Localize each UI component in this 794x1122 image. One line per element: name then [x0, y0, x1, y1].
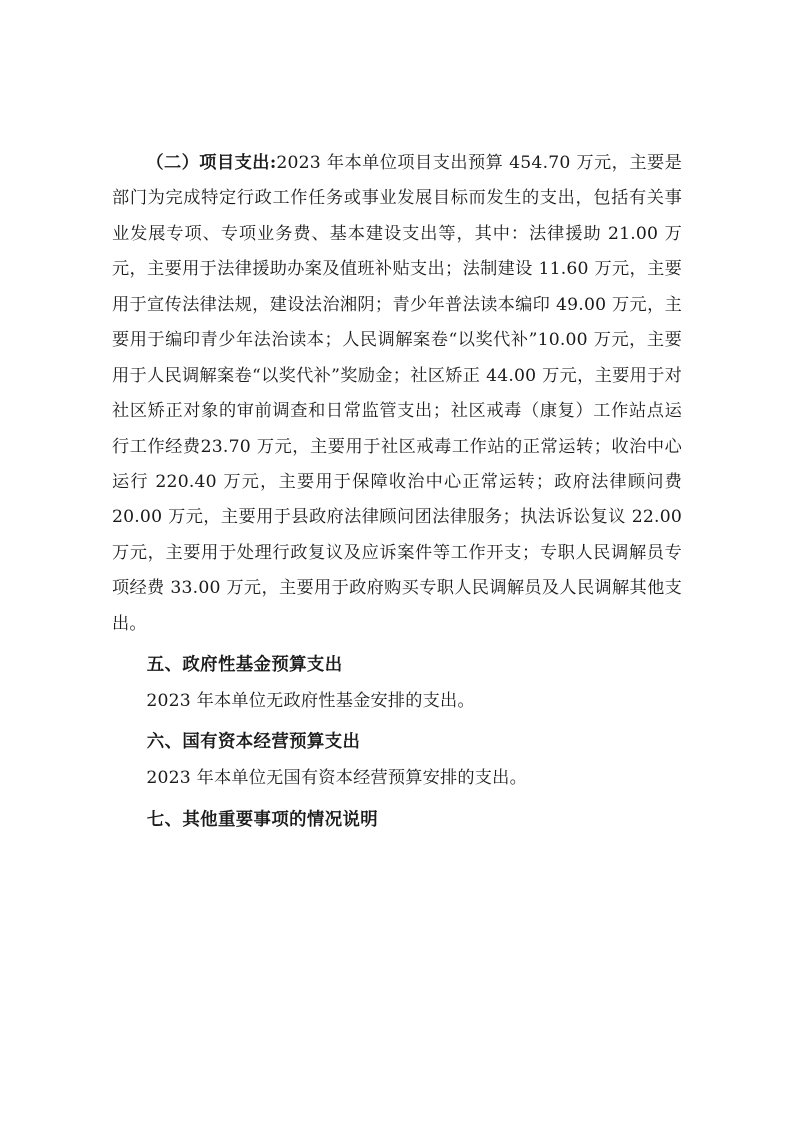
- heading-state-capital-operation-budget-expenditure: 六、国有资本经营预算支出: [146, 732, 361, 753]
- project-expenditure-lead: （二）项目支出:: [146, 153, 277, 173]
- state-capital-paragraph: 2023 年本单位无国有资本经营预算安排的支出。: [146, 768, 527, 789]
- government-fund-paragraph: 2023 年本单位无政府性基金安排的支出。: [146, 690, 475, 711]
- document-body: [112, 146, 682, 839]
- heading-government-fund-budget-expenditure: 五、政府性基金预算支出: [146, 655, 343, 676]
- project-expenditure-text: 2023 年本单位项目支出预算 454.70 万元，主要是部门为完成特定行政工作任务或事业发展目标而发生的支出，包括有关事业发展专项、专项业务费、基本建设支出等，其中：法律援助 21.00 万元，主要用于法律援助办案及值班补贴支出；法制建设 11.60 万元，主要用于宣传法律法规，建设法治湘阴；青少年普法读本编印 49.00 万元，主要用于编印青少年法治读本；人民调解案卷“以奖代补”10.00 万元，主要用于人民调解案卷“以奖代补”奖励金；社区矫正 44.00 万元，主要用于对社区矫正对象的审前调查和日常监管支出；社区戒毒（康复）工作站点运行工作经费23.70 万元，主要用于社区戒毒工作站的正常运转；收治中心运行 220.40 万元，主要用于保障收治中心正常运转；政府法律顾问费 20.00 万元，主要用于县政府法律顾问团法律服务；执法诉讼复议 22.00 万元，主要用于处理行政复议及应诉案件等工作开支；专职人民调解员专项经费 33.00 万元，主要用于政府购买专职人民调解员及人民调解其他支出。: [112, 153, 682, 634]
- heading-other-important-matters: 七、其他重要事项的情况说明: [146, 809, 379, 830]
- project-expenditure-paragraph: [112, 146, 682, 642]
